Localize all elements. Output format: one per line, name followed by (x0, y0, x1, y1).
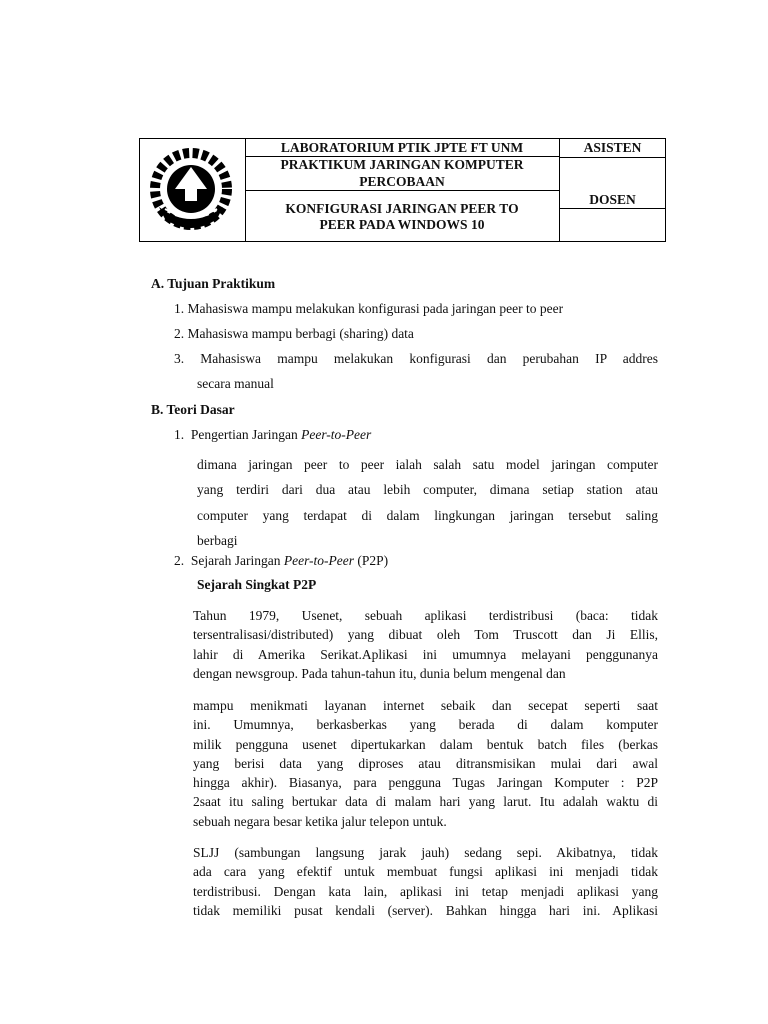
list-item-continuation: secara manual (197, 376, 274, 391)
percobaan-label: PERCOBAAN (359, 174, 445, 189)
lab-name: LABORATORIUM PTIK JPTE FT UNM (280, 140, 524, 155)
section-b-heading: B. Teori Dasar (151, 402, 235, 417)
section-a-heading: A. Tujuan Praktikum (151, 276, 276, 291)
signature-cell (560, 139, 665, 241)
header-title-cell (245, 139, 560, 241)
dosen-label: DOSEN (589, 192, 636, 207)
item1-italic: Peer-to-Peer (301, 427, 372, 442)
list-item (174, 553, 388, 569)
experiment-title-line2: PEER PADA WINDOWS 10 (319, 217, 485, 232)
paragraph: mampu menikmati layanan internet sebaik dan secepat seperti saat ini. Umumnya, berkasberkas yang berada di dalam komputer milik pengguna usenet dipertukarkan dalam bentuk batch files (berkas yang berisi data yang diproses atau ditransmisikan mulai dari awal hingga akhir). Biasanya, para pengguna Tugas Jaringan Komputer : P2P 2saat itu saling bertukar data di malam hari yang larut. Itu adalah waktu di sebuah negara besar ketika jalur telepon untuk. (193, 698, 658, 829)
paragraph: Tahun 1979, Usenet, sebuah aplikasi terdistribusi (baca: tidak tersentralisasi/distributed) yang dibuat oleh Tom Truscott dan Ji Ellis, lahir di Amerika Serikat.Aplikasi ini umumnya melayani penggunanya dengan newsgroup. Pada tahun-tahun itu, dunia belum mengenal dan (193, 608, 658, 681)
list-item: 3. Mahasiswa mampu melakukan konfigurasi dan perubahan IP addres (174, 351, 658, 366)
paragraph: SLJJ (sambungan langsung jarak jauh) sedang sepi. Akibatnya, tidak ada cara yang efektif untuk membuat fungsi aplikasi ini menjadi tidak terdistribusi. Dengan kata lain, aplikasi ini tetap menjadi aplikasi yang tidak memiliki pusat kendali (server). Bahkan hingga hari ini. Aplikasi (193, 845, 658, 918)
course-name: PRAKTIKUM JARINGAN KOMPUTER (280, 157, 524, 172)
subheading: Sejarah Singkat P2P (197, 577, 317, 592)
experiment-title-line1: KONFIGURASI JARINGAN PEER TO (285, 201, 519, 216)
unm-logo-icon (145, 147, 239, 233)
item2-prefix: 2. Sejarah Jaringan (174, 553, 284, 568)
header-table (139, 138, 666, 242)
item2-suffix: (P2P) (354, 553, 389, 568)
item2-italic: Peer-to-Peer (283, 553, 355, 568)
item1-prefix: 1. Pengertian Jaringan (174, 427, 302, 442)
asisten-label: ASISTEN (583, 140, 642, 155)
list-item: 2. Mahasiswa mampu berbagi (sharing) data (174, 326, 414, 341)
paragraph: dimana jaringan peer to peer ialah salah satu model jaringan computer yang terdiri dari dua atau lebih computer, dimana setiap station atau computer yang terdapat di dalam lingkungan jaringan tersebut saling berbagi (197, 457, 658, 548)
list-item: 1. Mahasiswa mampu melakukan konfigurasi pada jaringan peer to peer (174, 301, 564, 316)
list-item (174, 427, 371, 443)
logo-cell (140, 139, 246, 241)
